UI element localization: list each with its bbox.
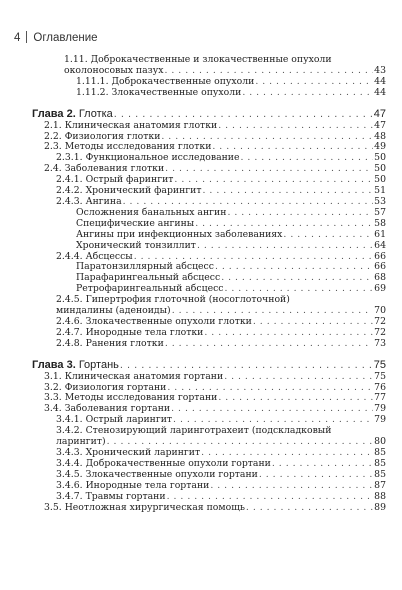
page-ref: 66: [374, 250, 386, 262]
page-ref: 51: [374, 185, 386, 197]
section-gap: [32, 350, 386, 359]
toc-entry: [76, 88, 386, 99]
page-ref: 47: [373, 107, 386, 120]
toc-entry-title: 3.5. Неотложная хирургическая помощь: [44, 501, 245, 513]
dot-leader: [246, 503, 373, 514]
section-gap: [32, 99, 386, 108]
page-ref: 64: [374, 239, 386, 251]
toc-entry: [44, 503, 386, 514]
chapter-title: Гортань: [78, 358, 119, 371]
toc-entry: [56, 481, 386, 492]
dot-leader: [218, 393, 373, 404]
page-ref: 61: [374, 228, 386, 240]
chapter-label: Глава 3.: [32, 358, 76, 371]
toc-entry-title: 2.4.2. Хронический фарингит: [56, 185, 202, 197]
toc-entry-title: Специфические ангины: [76, 217, 195, 229]
toc-entry-title: 3.4.7. Травмы гортани: [56, 490, 166, 502]
page-ref: 50: [374, 152, 386, 164]
page-ref: 72: [374, 315, 386, 327]
toc-entry-title: миндалины (аденоиды): [56, 305, 171, 317]
dot-leader: [241, 153, 374, 164]
dot-leader: [272, 459, 373, 470]
page-ref: 43: [374, 64, 386, 76]
toc-entry-title: Паратонзиллярный абсцесс: [76, 261, 214, 273]
page-ref: 80: [374, 436, 386, 448]
page-ref: 79: [374, 403, 386, 415]
toc-entry-title-line1: 1.11. Доброкачественные и злокачественные опухоли: [64, 54, 332, 65]
toc-entry-title: 2.4.7. Инородные тела глотки: [56, 326, 204, 338]
toc-entry-title: 2.4.4. Абсцессы: [56, 250, 133, 262]
dot-leader: [224, 372, 373, 383]
toc-entry-title: Осложнения банальных ангин: [76, 206, 227, 218]
page-number: 4: [14, 32, 21, 44]
toc-entry-title: околоносовых пазух: [64, 64, 164, 76]
chapter-label: Глава 2.: [32, 107, 76, 120]
toc-entry-title: 3.4.1. Острый ларингит: [56, 414, 173, 426]
dot-leader: [255, 77, 373, 88]
toc-entry-title: 2.4.1. Острый фарингит: [56, 174, 174, 186]
toc-entry-title: 3.4.4. Доброкачественные опухоли гортани: [56, 457, 271, 469]
page-ref: 44: [374, 86, 386, 98]
toc-entry: [56, 295, 386, 317]
page-ref: 66: [374, 261, 386, 273]
toc-entry: [56, 339, 386, 350]
toc-entry-title: 2.4.3. Ангина: [56, 195, 122, 207]
page-ref: 70: [374, 305, 386, 317]
toc-entry-title: Ретрофарингеальный абсцесс: [76, 283, 224, 295]
toc-entry: [76, 241, 386, 252]
dot-leader: [210, 481, 373, 492]
page-ref: 47: [374, 119, 386, 131]
toc-entry-title: 1.11.1. Доброкачественные опухоли: [76, 75, 255, 87]
toc-entry-title: Хронический тонзиллит: [76, 239, 196, 251]
page-ref: 57: [374, 206, 386, 218]
toc-entry-title: 3.4.5. Злокачественные опухоли гортани: [56, 468, 258, 480]
toc-entry-title: Парафарингеальный абсцесс: [76, 272, 221, 284]
toc-chapter: [32, 359, 386, 372]
page-ref: 68: [374, 272, 386, 284]
toc-entry: [64, 55, 386, 77]
section-title: Оглавление: [33, 32, 98, 44]
toc-entry-title: 3.4. Заболевания гортани: [44, 403, 171, 415]
toc-entry: [76, 230, 386, 241]
page-ref: 48: [374, 130, 386, 142]
page-ref: 87: [374, 479, 386, 491]
toc-entry-title: Ангины при инфекционных заболеваниях: [76, 228, 283, 240]
dot-leader: [204, 328, 373, 339]
page-header: [14, 31, 98, 44]
toc-entry-title: 3.4.3. Хронический ларингит: [56, 447, 201, 458]
dot-leader: [221, 273, 373, 284]
dot-leader: [197, 241, 373, 252]
toc-entry: [44, 372, 386, 383]
toc-entry-title: 3.4.6. Инородные тела гортани: [56, 479, 210, 491]
page-ref: 77: [374, 392, 386, 404]
toc-entry-title: 2.3.1. Функциональное исследование: [56, 152, 240, 164]
dot-leader: [218, 121, 373, 132]
page-ref: 79: [374, 414, 386, 426]
toc-entry-title: 2.4.6. Злокачественные опухоли глотки: [56, 315, 252, 327]
chapter-title: Глотка: [78, 107, 113, 120]
toc-chapter: [32, 108, 386, 121]
toc-entry: [56, 426, 386, 448]
dot-leader: [165, 164, 373, 175]
page-ref: 53: [374, 195, 386, 207]
dot-leader: [227, 208, 373, 219]
toc-entry-title-line1: 3.4.2. Стенозирующий ларинготрахеит (подскладковый: [56, 425, 332, 437]
toc-entry-title: 3.2. Физиология гортани: [44, 381, 167, 393]
page-ref: 76: [374, 381, 386, 393]
toc-entry-title: 1.11.2. Злокачественные опухоли: [76, 86, 242, 98]
dot-leader: [259, 470, 373, 481]
dot-leader: [253, 317, 373, 328]
dot-leader: [283, 230, 373, 241]
dot-leader: [167, 492, 374, 503]
toc-entry-title: 2.1. Клиническая анатомия глотки: [44, 119, 218, 131]
toc-entry: [56, 492, 386, 503]
page-ref: 89: [374, 501, 386, 513]
page-ref: 75: [374, 370, 386, 382]
page-ref: 85: [374, 468, 386, 480]
toc-entry-title: 3.1. Клиническая анатомия гортани: [44, 370, 224, 382]
toc-entry-title: 2.4. Заболевания глотки: [44, 163, 165, 175]
dot-leader: [174, 175, 373, 186]
page-ref: 49: [374, 141, 386, 153]
dot-leader: [215, 262, 373, 273]
dot-leader: [114, 108, 373, 121]
table-of-contents: [32, 55, 386, 513]
dot-leader: [165, 339, 373, 350]
toc-entry-title: 2.2. Физиология глотки: [44, 130, 161, 142]
page-ref: 73: [374, 337, 386, 349]
toc-entry-title: 2.3. Методы исследования глотки: [44, 141, 212, 153]
page-ref: 85: [374, 447, 386, 458]
dot-leader: [203, 186, 374, 197]
page-ref: 50: [374, 174, 386, 186]
toc-entry-title: 3.3. Методы исследования гортани: [44, 392, 218, 404]
dot-leader: [171, 404, 373, 415]
page-ref: 58: [374, 217, 386, 229]
toc-entry-title: 2.4.8. Ранения глотки: [56, 337, 164, 349]
page-ref: 50: [374, 163, 386, 175]
page-ref: 69: [374, 283, 386, 295]
toc-entry: [44, 121, 386, 132]
page-ref: 44: [374, 75, 386, 87]
toc-entry-title-line1: 2.4.5. Гипертрофия глоточной (носоглоточной): [56, 294, 290, 306]
page-ref: 85: [374, 457, 386, 469]
page-ref: 75: [373, 358, 386, 371]
dot-leader: [242, 88, 373, 99]
page-ref: 72: [374, 326, 386, 338]
toc-entry-title: ларингит): [56, 436, 106, 448]
dot-leader: [120, 359, 373, 372]
page-ref: 88: [374, 490, 386, 502]
header-divider: [26, 31, 27, 43]
